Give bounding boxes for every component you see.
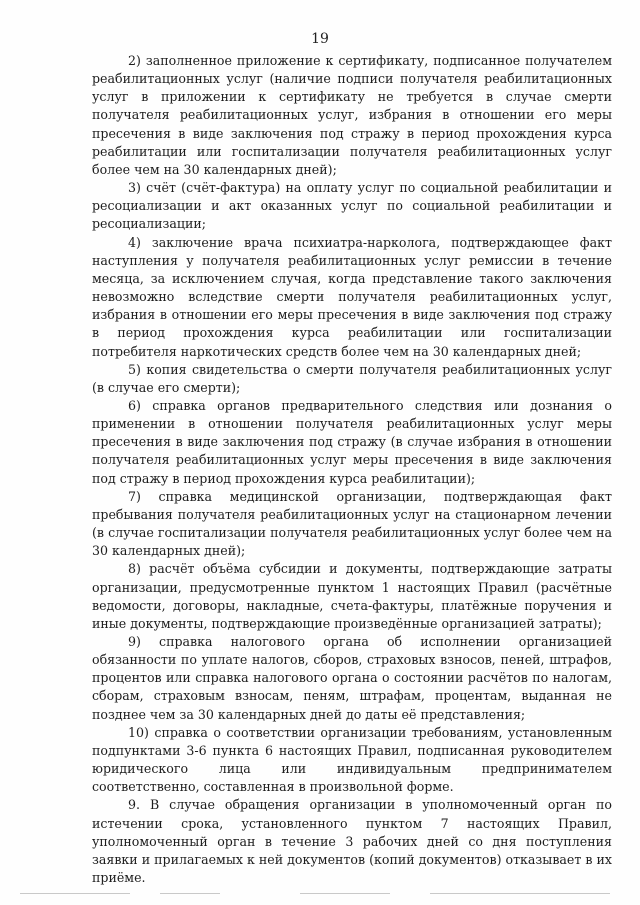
paragraph-item-10: 10) справка о соответствии организации требованиям, установленным подпунктами 3-6 пункта 6 настоящих Правил, подписанная руководителем юридического лица или индивидуальным предпринимателем соответственно, составленная в произвольной форме. xyxy=(92,724,612,795)
paragraph-item-5: 5) копия свидетельства о смерти получателя реабилитационных услуг (в случае его смерти); xyxy=(92,361,612,395)
scan-edge-mark xyxy=(20,893,130,894)
paragraph-section-9: 9. В случае обращения организации в уполномоченный орган по истечении срока, установленного пунктом 7 настоящих Правил, уполномоченный орган в течение 3 рабочих дней со дня поступления заявки и прилагаемых к ней документов (копий документов) отказывает в их приёме. xyxy=(92,797,612,886)
paragraph-item-8: 8) расчёт объёма субсидии и документы, подтверждающие затраты организации, предусмотренные пунктом 1 настоящих Правил (расчётные ведомости, договоры, накладные, счета-фактуры, платёжные поручения и иные документы, подтверждающие произведённые организацией затраты); xyxy=(92,561,612,631)
scan-edge-mark xyxy=(160,893,220,894)
page-number: 19 xyxy=(311,31,329,47)
document-body xyxy=(92,52,612,887)
paragraph-item-2: 2) заполненное приложение к сертификату, подписанное получателем реабилитационных услуг (наличие подписи получателя реабилитационных услуг в приложении к сертификату не требуется в случае смерти получателя реабилитационных услуг, избрания в отношении его меры пресечения в виде заключения под стражу в период прохождения курса реабилитации или госпитализации получателя реабилитационных услуг более чем на 30 календарных дней); xyxy=(92,53,612,177)
paragraph-item-3: 3) счёт (счёт-фактура) на оплату услуг по социальной реабилитации и ресоциализации и акт оказанных услуг по социальной реабилитации и ресоциализации; xyxy=(92,180,612,232)
paragraph-item-4: 4) заключение врача психиатра-нарколога, подтверждающее факт наступления у получателя реабилитационных услуг ремиссии в течение месяца, за исключением случая, когда представление такого заключения невозможно вследствие смерти получателя реабилитационных услуг, избрания в отношении его меры пресечения в виде заключения под стражу в период прохождения курса реабилитации или госпитализации потребителя наркотических средств более чем на 30 календарных дней; xyxy=(92,234,612,359)
scan-edge-mark xyxy=(430,893,610,894)
paragraph-item-6: 6) справка органов предварительного следствия или дознания о применении в отношении получателя реабилитационных услуг меры пресечения в виде заключения под стражу (в случае избрания в отношении получателя реабилитационных услуг меры пресечения в виде заключения под стражу в период прохождения курса реабилитации); xyxy=(92,397,612,486)
paragraph-item-9: 9) справка налогового органа об исполнении организацией обязанности по уплате налогов, сборов, страховых взносов, пеней, штрафов, процентов или справка налогового органа о состоянии расчётов по налогам, сборам, страховым взносам, пеням, штрафам, процентам, выданная не позднее чем за 30 календарных дней до даты её представления; xyxy=(92,634,612,722)
paragraph-item-7: 7) справка медицинской организации, подтверждающая факт пребывания получателя реабилитационных услуг на стационарном лечении (в случае госпитализации получателя реабилитационных услуг более чем на 30 календарных дней); xyxy=(92,488,612,559)
scan-edge-mark xyxy=(300,893,390,894)
